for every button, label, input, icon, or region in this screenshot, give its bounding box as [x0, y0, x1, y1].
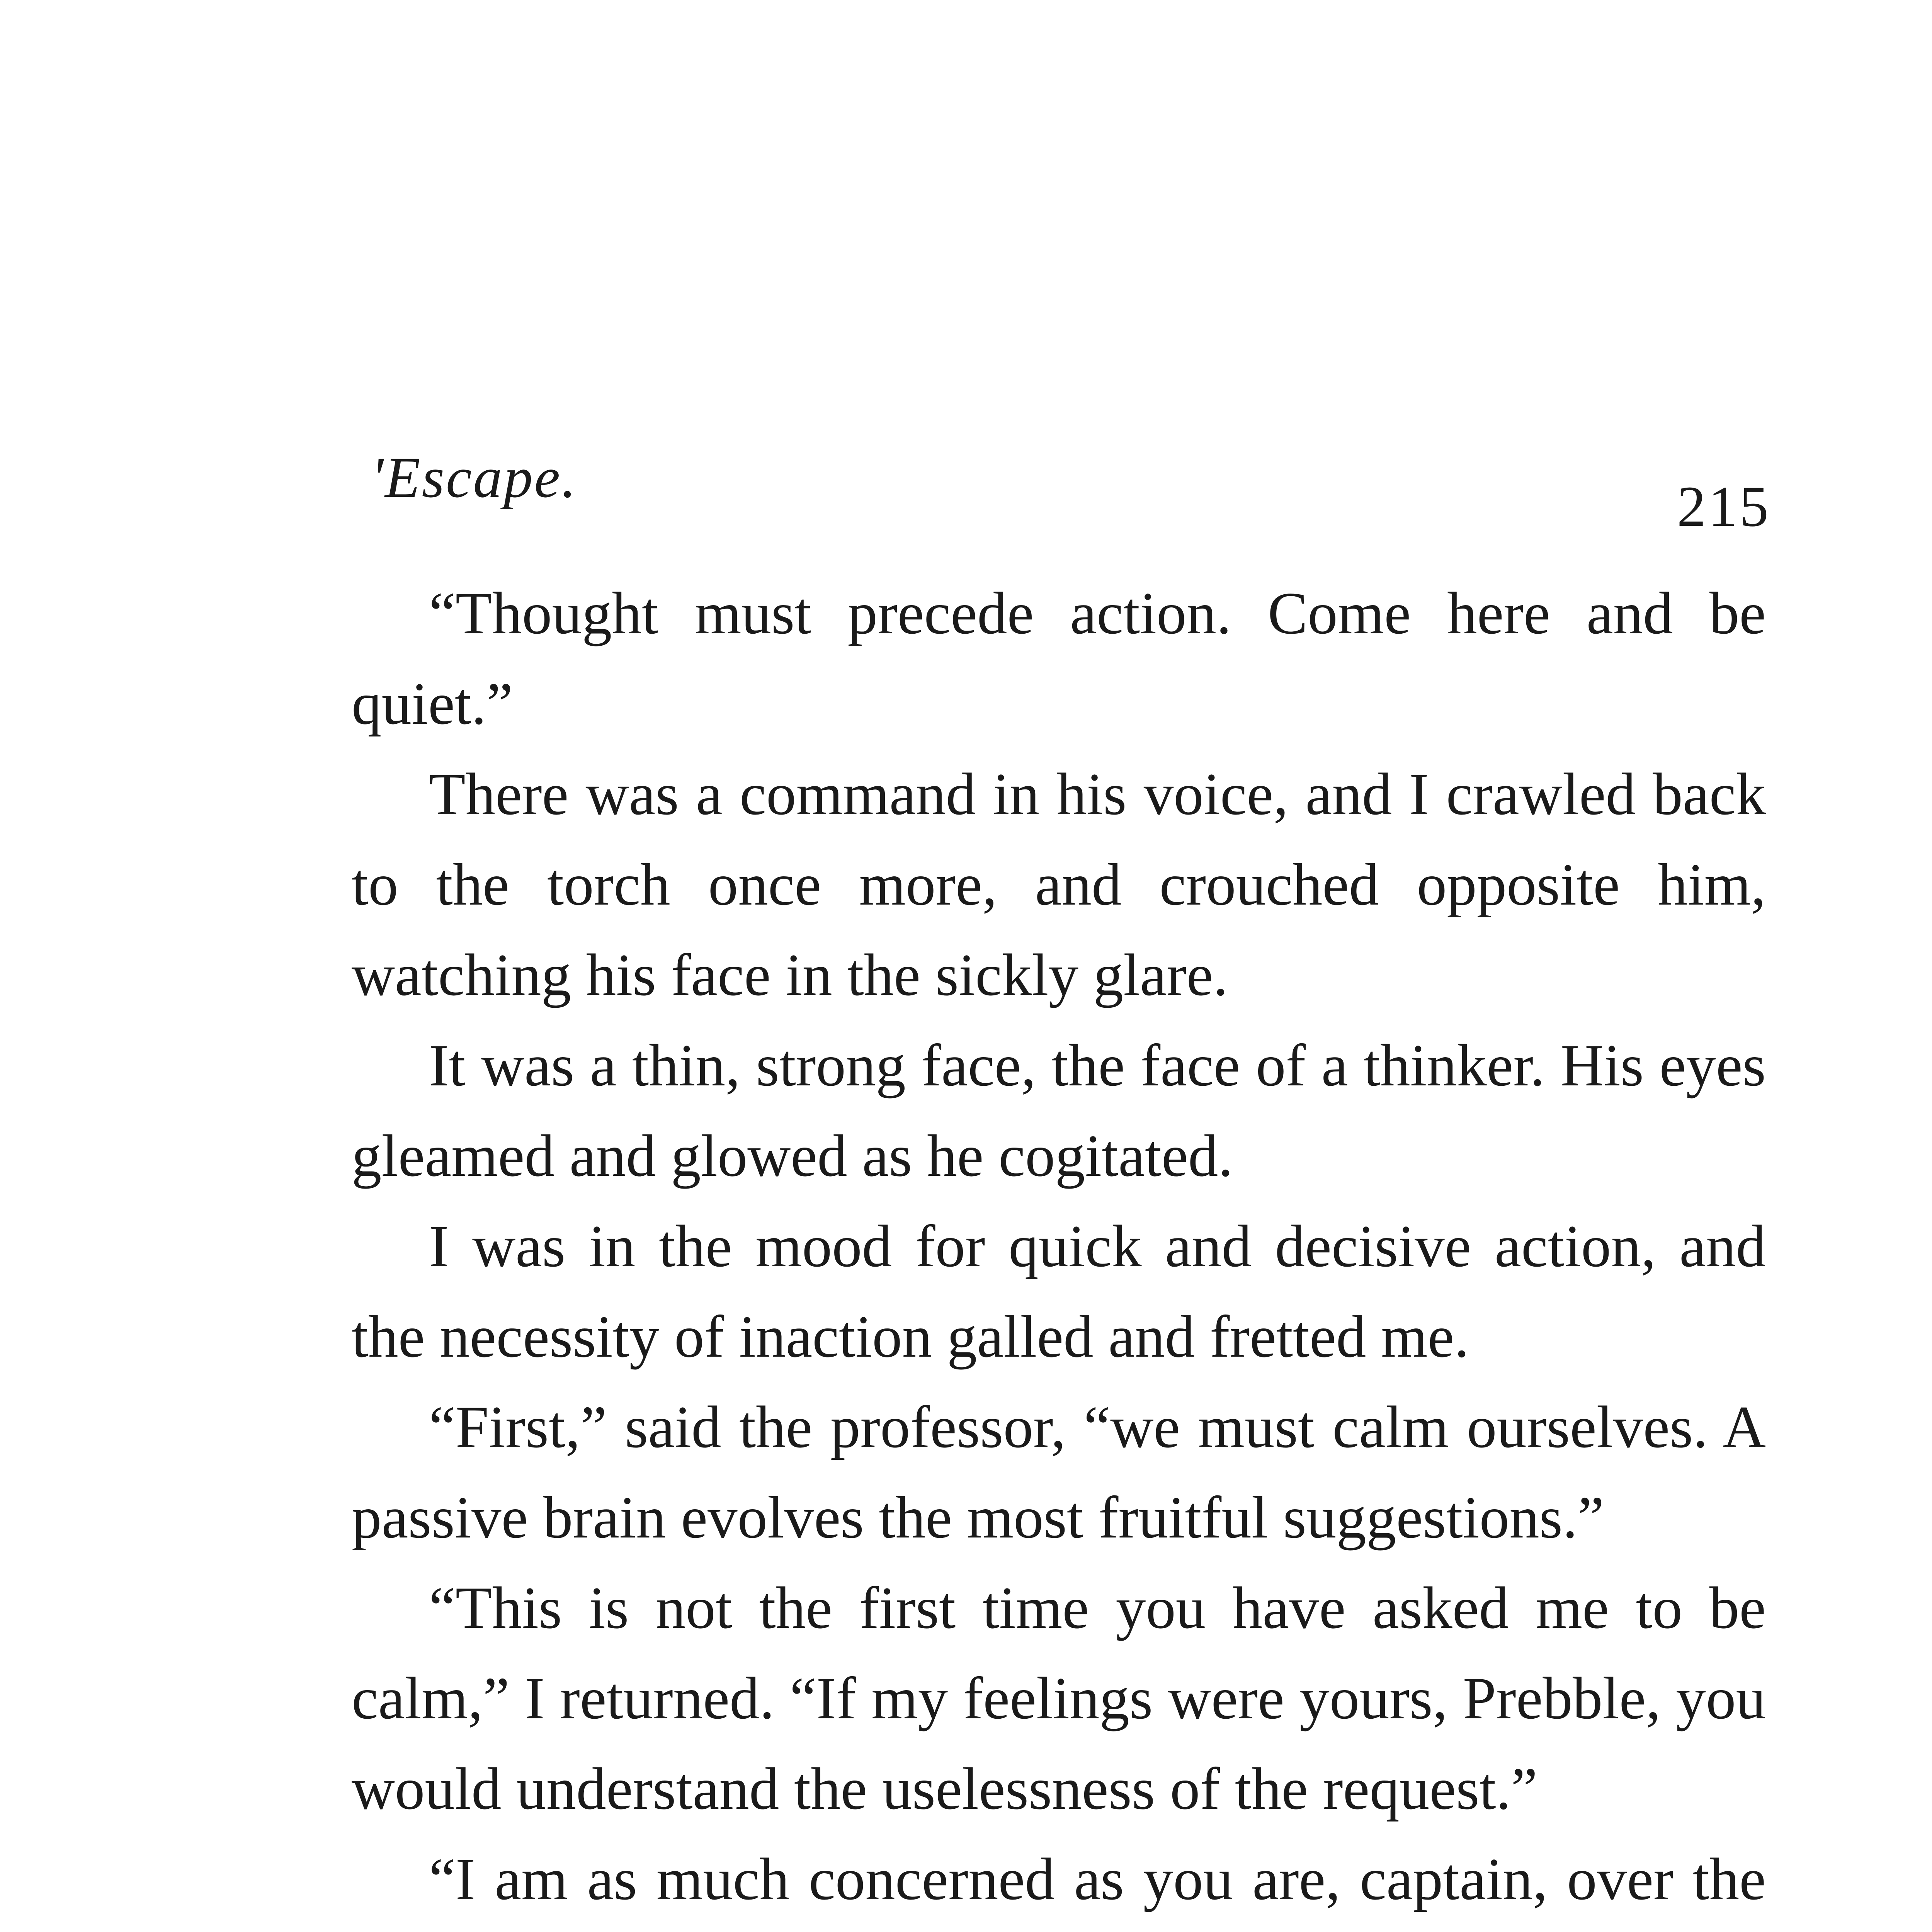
paragraph: I was in the mood for quick and decisive action, and the necessity of inaction galled and fretted me.	[352, 1213, 1766, 1370]
page-number: 215	[1677, 474, 1771, 539]
running-head: 'Escape.	[371, 446, 578, 510]
paragraph: “Thought must precede action. Come here and be quiet.”	[352, 580, 1766, 737]
paragraph: “I am as much concerned as you are, captain, over the	[429, 1846, 1766, 1912]
paragraph: It was a thin, strong face, the face of a thinker. His eyes gleamed and glowed as he cogitated.	[352, 1032, 1766, 1189]
paragraph: “First,” said the professor, “we must calm ourselves. A passive brain evolves the most fruitful suggestions.”	[352, 1394, 1766, 1551]
body-text	[352, 568, 1766, 1932]
paragraph: There was a command in his voice, and I crawled back to the torch once more, and crouched opposite him, watching his face in the sickly glare.	[352, 761, 1766, 1008]
paragraph: “This is not the first time you have asked me to be calm,” I returned. “If my feelings were yours, Prebble, you would understand the uselessness of the request.”	[352, 1575, 1766, 1822]
